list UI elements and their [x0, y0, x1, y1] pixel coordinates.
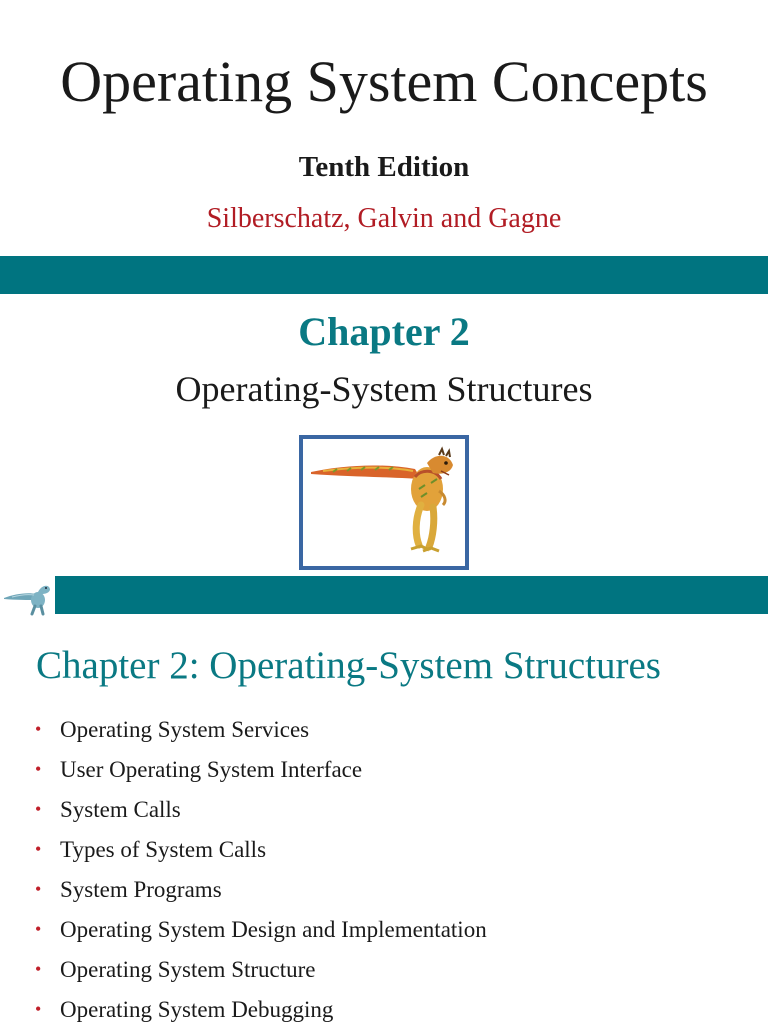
list-item-text: Operating System Design and Implementation	[60, 917, 487, 942]
list-item	[0, 870, 768, 910]
teal-band-top	[0, 256, 768, 294]
list-item	[0, 710, 768, 750]
list-item	[0, 750, 768, 790]
list-item	[0, 910, 768, 950]
teal-band-footer	[55, 576, 768, 614]
list-item-text: System Calls	[60, 797, 181, 822]
list-item-text: Operating System Structure	[60, 957, 316, 982]
bullet-icon: •	[35, 959, 42, 979]
list-item-text: Operating System Services	[60, 717, 310, 742]
list-item	[0, 950, 768, 990]
list-item	[0, 990, 768, 1024]
bullet-icon: •	[35, 799, 42, 819]
bullet-icon: •	[35, 839, 42, 859]
list-item-text: System Programs	[60, 877, 222, 902]
list-item-text: User Operating System Interface	[60, 757, 363, 782]
chapter-label: Chapter 2	[298, 309, 470, 354]
slide-title: Chapter 2: Operating-System Structures	[36, 644, 661, 687]
chapter-subtitle: Operating-System Structures	[175, 369, 593, 409]
list-item-text: Operating System Debugging	[60, 997, 334, 1022]
cover-image-frame	[299, 435, 469, 570]
bullet-icon: •	[35, 919, 42, 939]
list-item	[0, 790, 768, 830]
bullet-icon: •	[35, 879, 42, 899]
bullet-icon: •	[35, 719, 42, 739]
dinosaur-illustration-icon	[303, 439, 465, 566]
bullet-icon: •	[35, 999, 42, 1019]
bullet-icon: •	[35, 759, 42, 779]
dinosaur-icon	[2, 578, 52, 616]
book-title: Operating System Concepts	[60, 49, 708, 114]
edition-label: Tenth Edition	[298, 151, 470, 183]
authors-line: Silberschatz, Galvin and Gagne	[206, 203, 562, 234]
list-item-text: Types of System Calls	[60, 837, 267, 862]
topic-list	[0, 710, 768, 1024]
list-item	[0, 830, 768, 870]
